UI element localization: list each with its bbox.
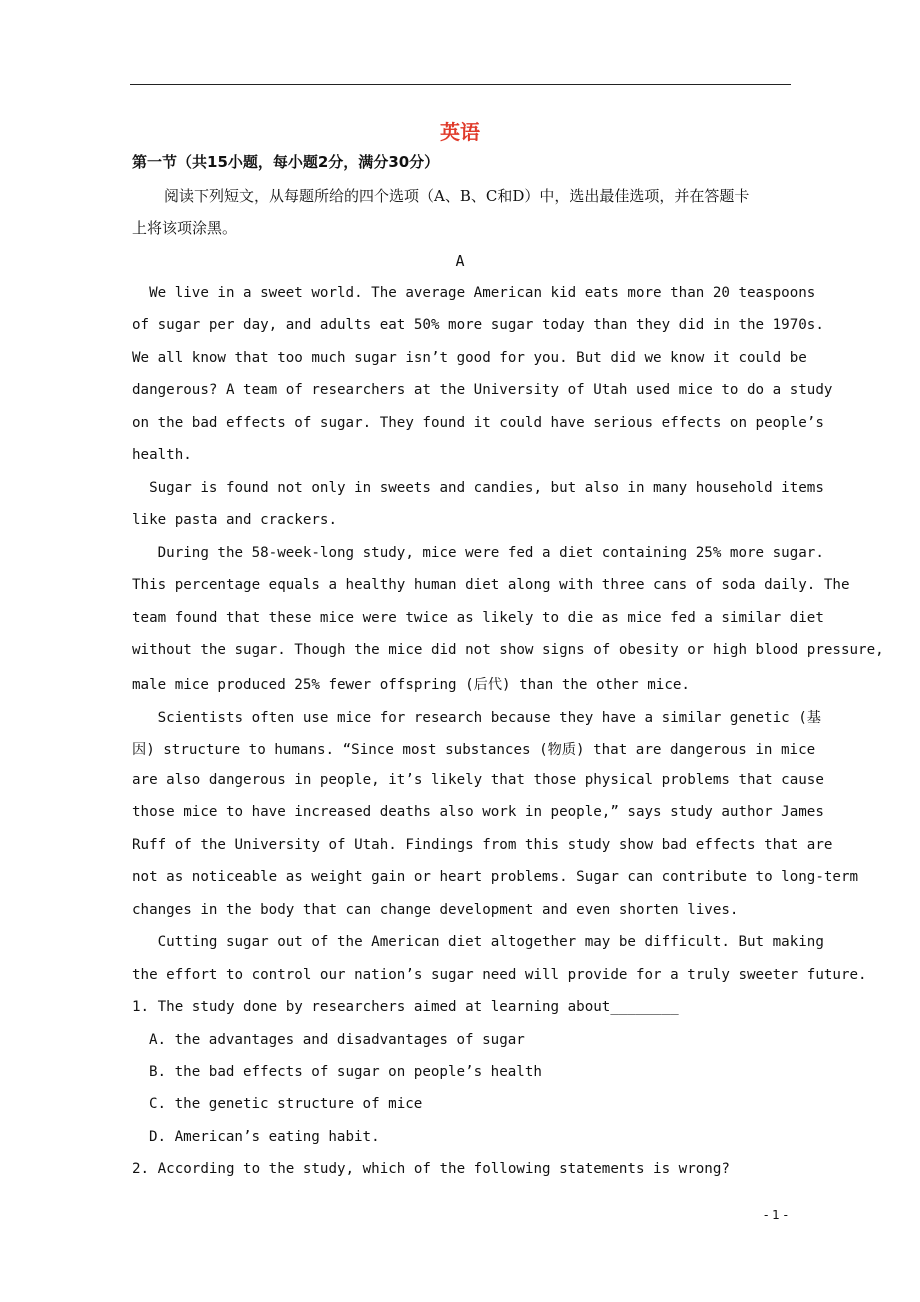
passage-line: are also dangerous in people, it’s likely that those physical problems that cause [132, 771, 824, 788]
passage-line: on the bad effects of sugar. They found it could have serious effects on people’s [132, 414, 824, 431]
passage-line: Cutting sugar out of the American diet altogether may be difficult. But making [132, 934, 824, 950]
passage-line: health. [132, 447, 192, 464]
passage-line: of sugar per day, and adults eat 50% more sugar today than they did in the 1970s. [132, 317, 824, 334]
passage-line: changes in the body that can change development and even shorten lives. [132, 901, 739, 918]
passage-label: A [455, 252, 465, 270]
answer-option[interactable]: C. the genetic structure of mice [149, 1096, 423, 1113]
question-stem: 1. The study done by researchers aimed at learning about________ [132, 999, 679, 1015]
page-title: 英语 [440, 120, 480, 144]
passage-line: not as noticeable as weight gain or heart problems. Sugar can contribute to long-term [132, 869, 859, 886]
passage-line: dangerous? A team of researchers at the University of Utah used mice to do a study [132, 382, 833, 399]
page-number: - 1 - [764, 1208, 788, 1222]
passage-line: During the 58-week-long study, mice were fed a diet containing 25% more sugar. [132, 544, 824, 561]
section-heading: 第一节（共15小题，每小题2分，满分30分） [132, 153, 440, 171]
instructions-line: 阅读下列短文，从每题所给的四个选项（A、B、C和D）中，选出最佳选项，并在答题卡 [164, 187, 750, 205]
question-stem: 2. According to the study, which of the following statements is wrong? [132, 1161, 730, 1178]
passage-line: like pasta and crackers. [132, 512, 337, 529]
passage-line: Sugar is found not only in sweets and candies, but also in many household items [132, 479, 824, 496]
header-rule [130, 84, 791, 85]
passage-line: male mice produced 25% fewer offspring (后代) than the other mice. [132, 677, 690, 694]
answer-option[interactable]: A. the advantages and disadvantages of sugar [149, 1031, 525, 1048]
passage-line: those mice to have increased deaths also work in people,” says study author James [132, 804, 824, 821]
answer-option[interactable]: D. American’s eating habit. [149, 1128, 380, 1145]
answer-option[interactable]: B. the bad effects of sugar on people’s health [149, 1063, 542, 1080]
passage-line: We all know that too much sugar isn’t good for you. But did we know it could be [132, 349, 807, 366]
passage-line: the effort to control our nation’s sugar need will provide for a truly sweeter future. [132, 966, 867, 983]
passage-line: This percentage equals a healthy human diet along with three cans of soda daily. The [132, 577, 850, 593]
passage-line: team found that these mice were twice as likely to die as mice fed a similar diet [132, 609, 824, 626]
passage-line: Scientists often use mice for research because they have a similar genetic (基 [132, 709, 821, 726]
passage-line: without the sugar. Though the mice did not show signs of obesity or high blood pressure, [132, 642, 884, 658]
instructions-line: 上将该项涂黑。 [132, 219, 238, 237]
passage-line: We live in a sweet world. The average American kid eats more than 20 teaspoons [132, 285, 816, 301]
passage-line: Ruff of the University of Utah. Findings from this study show bad effects that are [132, 836, 833, 853]
passage-line: 因) structure to humans. “Since most substances (物质) that are dangerous in mice [132, 742, 816, 759]
